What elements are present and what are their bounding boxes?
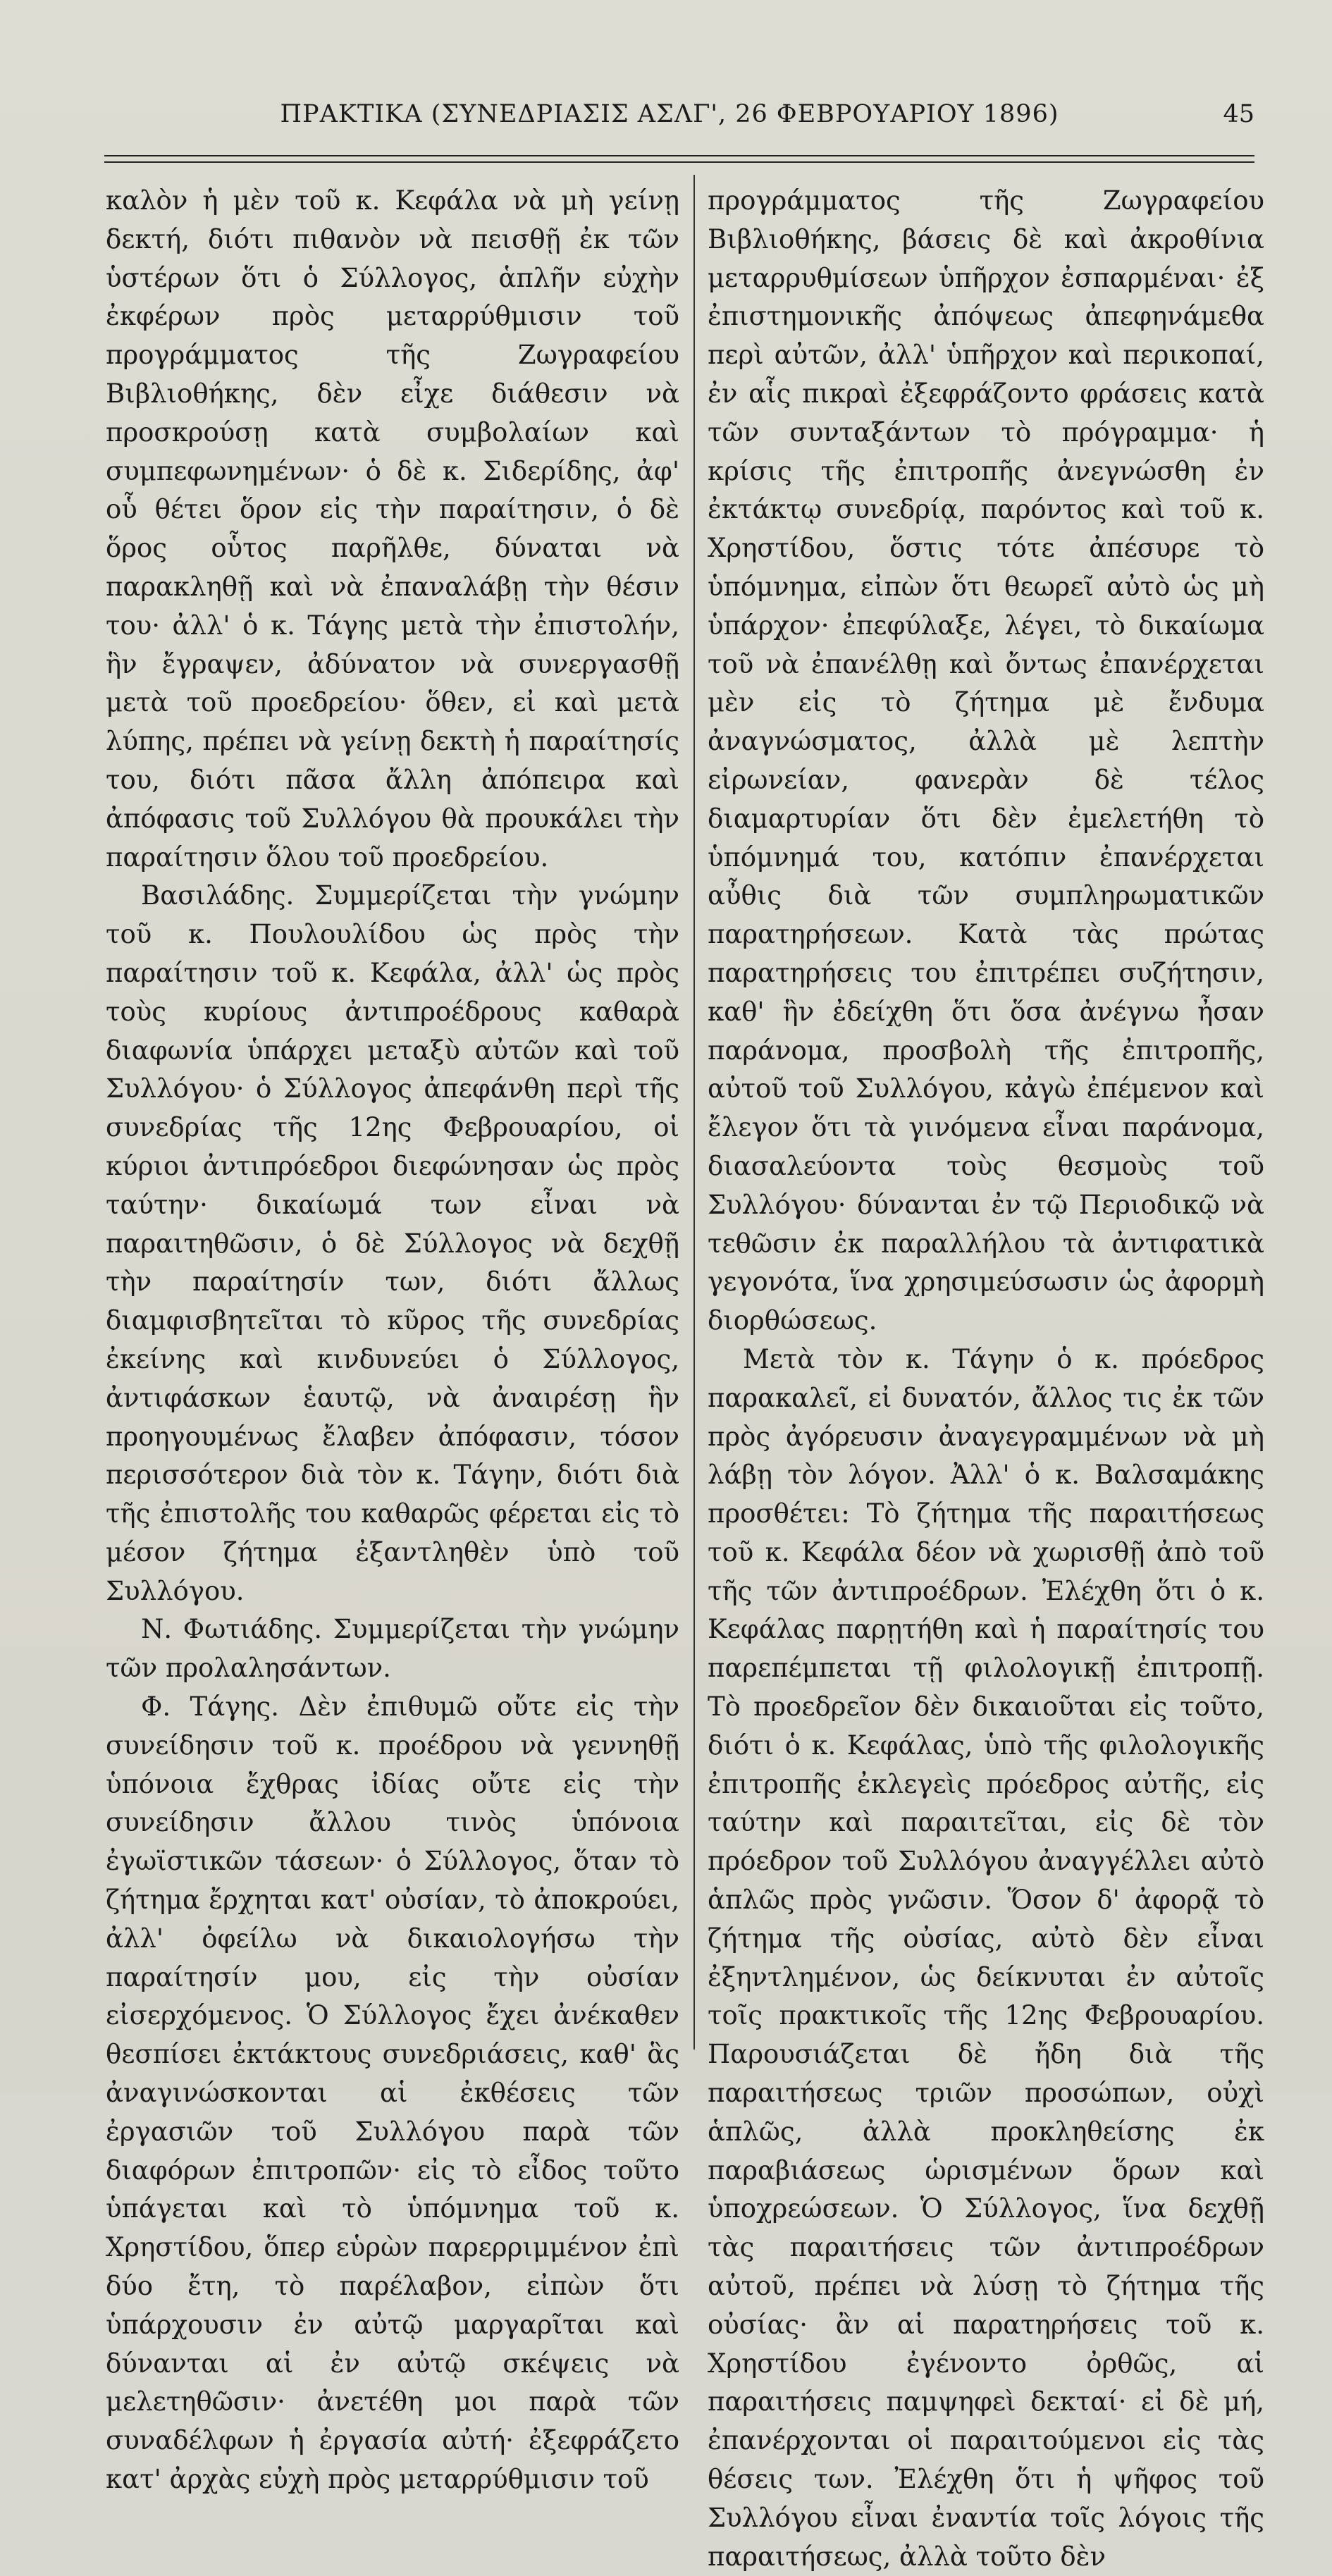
left-column [106, 182, 679, 2495]
paragraph: καλὸν ἡ μὲν τοῦ κ. Κεφάλα νὰ μὴ γείνῃ δεκτή, διότι πιθανὸν νὰ πεισθῇ ἐκ τῶν ὑστέρων ὅτι ὁ Σύλλογος, ἁπλῆν εὐχὴν ἐκφέρων πρὸς μεταρρύθμισιν τοῦ προγράμματος τῆς Ζωγραφείου Βιβλιοθήκης, δὲν εἶχε διάθεσιν νὰ προσκρούσῃ κατὰ συμβολαίων καὶ συμπεφωνημένων· ὁ δὲ κ. Σιδερίδης, ἀφ' οὗ θέτει ὅρον εἰς τὴν παραίτησιν, ὁ δὲ ὅρος οὗτος παρῆλθε, δύναται νὰ παρακληθῇ καὶ νὰ ἐπαναλάβῃ τὴν θέσιν του· ἀλλ' ὁ κ. Τάγης μετὰ τὴν ἐπιστολήν, ἣν ἔγραψεν, ἀδύνατον νὰ συνεργασθῇ μετὰ τοῦ προεδρείου· ὅθεν, εἰ καὶ μετὰ λύπης, πρέπει νὰ γείνῃ δεκτὴ ἡ παραίτησίς του, διότι πᾶσα ἄλλη ἀπόπειρα καὶ ἀπόφασις τοῦ Συλλόγου θὰ προυκάλει τὴν παραίτησιν ὅλου τοῦ προεδρείου. [106, 185, 679, 873]
column-divider [693, 175, 695, 2050]
paragraph: Ν. Φωτιάδης. Συμμερίζεται τὴν γνώμην τῶν προλαλησάντων. [106, 1614, 679, 1684]
running-header [85, 100, 1254, 142]
paragraph: Φ. Τάγης. Δὲν ἐπιθυμῶ οὔτε εἰς τὴν συνείδησιν τοῦ κ. προέδρου νὰ γεννηθῇ ὑπόνοια ἔχθρας ἰδίας οὔτε εἰς τὴν συνείδησιν ἄλλου τινὸς ὑπόνοια ἐγωϊστικῶν τάσεων· ὁ Σύλλογος, ὅταν τὸ ζήτημα ἔρχηται κατ' οὐσίαν, τὸ ἀποκρούει, ἀλλ' ὀφείλω νὰ δικαιολογήσω τὴν παραίτησίν μου, εἰς τὴν οὐσίαν εἰσερχόμενος. Ὁ Σύλλογος ἔχει ἀνέκαθεν θεσπίσει ἐκτάκτους συνεδριάσεις, καθ' ἃς ἀναγινώσκονται αἱ ἐκθέσεις τῶν ἐργασιῶν τοῦ Συλλόγου παρὰ τῶν διαφόρων ἐπιτροπῶν· εἰς τὸ εἶδος τοῦτο ὑπάγεται καὶ τὸ ὑπόμνημα τοῦ κ. Χρηστίδου, ὅπερ εὑρὼν παρερριμμένον ἐπὶ δύο ἔτη, τὸ παρέλαβον, εἰπὼν ὅτι ὑπάρχουσιν ἐν αὐτῷ μαργαρῖται καὶ δύνανται αἱ ἐν αὐτῷ σκέψεις νὰ μελετηθῶσιν· ἀνετέθη μοι παρὰ τῶν συναδέλφων ἡ ἐργασία αὐτή· ἐξεφράζετο κατ' ἀρχὰς εὐχὴ πρὸς μεταρρύθμισιν τοῦ [106, 1691, 679, 2495]
header-rule-top [104, 155, 1254, 156]
header-title: ΠΡΑΚΤΙΚΑ (ΣΥΝΕΔΡΙΑΣΙΣ ΑΣΛΓ', 26 ΦΕΒΡΟΥΑΡΙΟΥ 1896) [280, 100, 1059, 128]
paragraph: Μετὰ τὸν κ. Τάγην ὁ κ. πρόεδρος παρακαλεῖ, εἰ δυνατόν, ἄλλος τις ἐκ τῶν πρὸς ἀγόρευσιν ἀναγεγραμμένων νὰ μὴ λάβῃ τὸν λόγον. Ἀλλ' ὁ κ. Βαλσαμάκης προσθέτει: Τὸ ζήτημα τῆς παραιτήσεως τοῦ κ. Κεφάλα δέον νὰ χωρισθῇ ἀπὸ τοῦ τῆς τῶν ἀντιπροέδρων. Ἐλέχθη ὅτι ὁ κ. Κεφάλας παρῃτήθη καὶ ἡ παραίτησίς του παρεπέμπεται τῇ φιλολογικῇ ἐπιτροπῇ. Τὸ προεδρεῖον δὲν δικαιοῦται εἰς τοῦτο, διότι ὁ κ. Κεφάλας, ὑπὸ τῆς φιλολογικῆς ἐπιτροπῆς ἐκλεγεὶς πρόεδρος αὐτῆς, εἰς ταύτην καὶ παραιτεῖται, εἰς δὲ τὸν πρόεδρον τοῦ Συλλόγου ἀναγγέλλει αὐτὸ ἁπλῶς πρὸς γνῶσιν. Ὅσον δ' ἀφορᾷ τὸ ζήτημα τῆς οὐσίας, αὐτὸ δὲν εἶναι ἐξηντλημένον, ὡς δείκνυται ἐν αὐτοῖς τοῖς πρακτικοῖς τῆς 12ης Φεβρουαρίου. Παρουσιάζεται δὲ ἤδη διὰ τῆς παραιτήσεως τριῶν προσώπων, οὐχὶ ἁπλῶς, ἀλλὰ προκληθείσης ἐκ παραβιάσεως ὡρισμένων ὅρων καὶ ὑποχρεώσεων. Ὁ Σύλλογος, ἵνα δεχθῇ τὰς παραιτήσεις τῶν ἀντιπροέδρων αὐτοῦ, πρέπει νὰ λύσῃ τὸ ζήτημα τῆς οὐσίας· ἂν αἱ παρατηρήσεις τοῦ κ. Χρηστίδου ἐγένοντο ὀρθῶς, αἱ παραιτήσεις παμψηφεὶ δεκταί· εἰ δὲ μή, ἐπανέρχονται οἱ παραιτούμενοι εἰς τὰς θέσεις των. Ἐλέχθη ὅτι ἡ ψῆφος τοῦ Συλλόγου εἶναι ἐναντία τοῖς λόγοις τῆς παραιτήσεως, ἀλλὰ τοῦτο δὲν [708, 1343, 1264, 2572]
paragraph: προγράμματος τῆς Ζωγραφείου Βιβλιοθήκης, βάσεις δὲ καὶ ἀκροθίνια μεταρρυθμίσεων ὑπῆρχον ἐσπαρμέναι· ἐξ ἐπιστημονικῆς ἀπόψεως ἀπεφηνάμεθα περὶ αὐτῶν, ἀλλ' ὑπῆρχον καὶ περικοπαί, ἐν αἷς πικραὶ ἐξεφράζοντο φράσεις κατὰ τῶν συνταξάντων τὸ πρόγραμμα· ἡ κρίσις τῆς ἐπιτροπῆς ἀνεγνώσθη ἐν ἐκτάκτῳ συνεδρίᾳ, παρόντος καὶ τοῦ κ. Χρηστίδου, ὅστις τότε ἀπέσυρε τὸ ὑπόμνημα, εἰπὼν ὅτι θεωρεῖ αὐτὸ ὡς μὴ ὑπάρχον· ἐπεφύλαξε, λέγει, τὸ δικαίωμα τοῦ νὰ ἐπανέλθῃ καὶ ὄντως ἐπανέρχεται μὲν εἰς τὸ ζήτημα μὲ ἔνδυμα ἀναγνώσματος, ἀλλὰ μὲ λεπτὴν εἰρωνείαν, φανερὰν δὲ τέλος διαμαρτυρίαν ὅτι δὲν ἐμελετήθη τὸ ὑπόμνημά του, κατόπιν ἐπανέρχεται αὖθις διὰ τῶν συμπληρωματικῶν παρατηρήσεων. Κατὰ τὰς πρώτας παρατηρήσεις του ἐπιτρέπει συζήτησιν, καθ' ἣν ἐδείχθη ὅτι ὅσα ἀνέγνω ἦσαν παράνομα, προσβολὴ τῆς ἐπιτροπῆς, αὐτοῦ τοῦ Συλλόγου, κἀγὼ ἐπέμενον καὶ ἔλεγον ὅτι τὰ γινόμενα εἶναι παράνομα, διασαλεύοντα τοὺς θεσμοὺς τοῦ Συλλόγου· δύνανται ἐν τῷ Περιοδικῷ νὰ τεθῶσιν ἐκ παραλλήλου τὰ ἀντιφατικὰ γεγονότα, ἵνα χρησιμεύσωσιν ὡς ἀφορμὴ διορθώσεως. [708, 185, 1264, 1336]
header-rule-bottom [104, 161, 1254, 163]
paragraph: Βασιλάδης. Συμμερίζεται τὴν γνώμην τοῦ κ. Πουλουλίδου ὡς πρὸς τὴν παραίτησιν τοῦ κ. Κεφάλα, ἀλλ' ὡς πρὸς τοὺς κυρίους ἀντιπροέδρους καθαρὰ διαφωνία ὑπάρχει μεταξὺ αὐτῶν καὶ τοῦ Συλλόγου· ὁ Σύλλογος ἀπεφάνθη περὶ τῆς συνεδρίας τῆς 12ης Φεβρουαρίου, οἱ κύριοι ἀντιπρόεδροι διεφώνησαν ὡς πρὸς ταύτην· δικαίωμά των εἶναι νὰ παραιτηθῶσιν, ὁ δὲ Σύλλογος νὰ δεχθῇ τὴν παραίτησίν των, διότι ἄλλως διαμφισβητεῖται τὸ κῦρος τῆς συνεδρίας ἐκείνης καὶ κινδυνεύει ὁ Σύλλογος, ἀντιφάσκων ἑαυτῷ, νὰ ἀναιρέσῃ ἣν προηγουμένως ἔλαβεν ἀπόφασιν, τόσον περισσότερον διὰ τὸν κ. Τάγην, διότι διὰ τῆς ἐπιστολῆς του καθαρῶς φέρεται εἰς τὸ μέσον ζήτημα ἐξαντληθὲν ὑπὸ τοῦ Συλλόγου. [106, 880, 679, 1606]
right-column [708, 182, 1264, 2572]
page-number: 45 [1223, 100, 1254, 128]
